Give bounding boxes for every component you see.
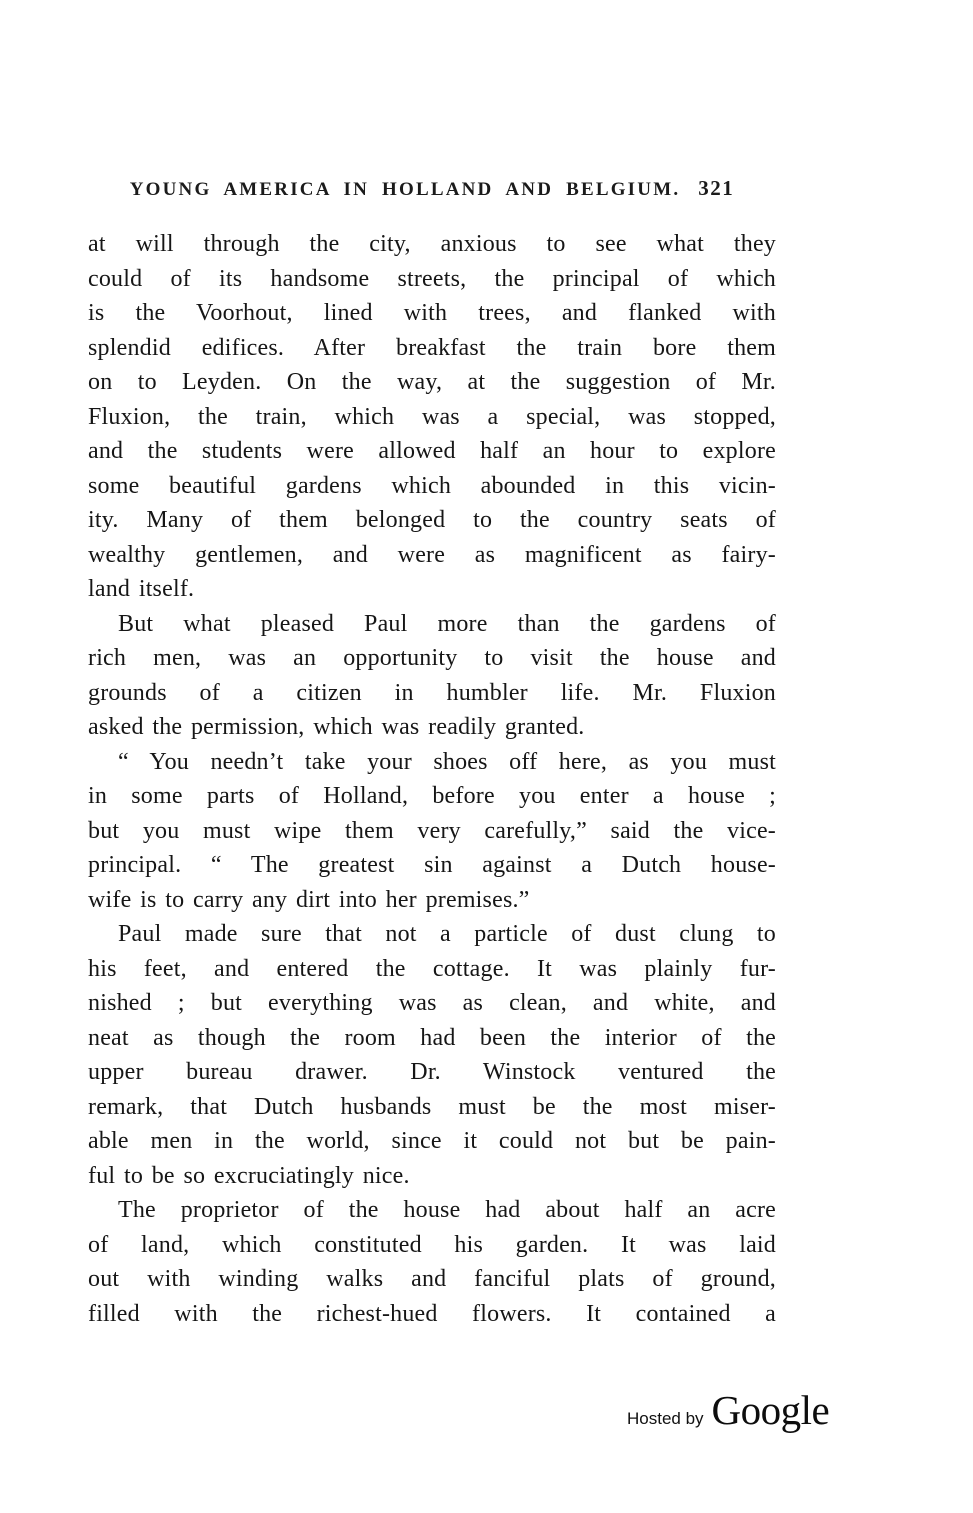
text-line: principal. “ The greatest sin against a Dutch house-	[88, 852, 776, 878]
text-line: and the students were allowed half an hour to explore	[88, 438, 776, 464]
text-line: “ You needn’t take your shoes off here, as you must	[118, 748, 776, 775]
text-line: neat as though the room had been the interior of the	[88, 1024, 776, 1051]
text-line: but you must wipe them very carefully,” said the vice-	[88, 817, 776, 844]
text-line: ful to be so excruciatingly nice.	[88, 1162, 410, 1189]
text-line: able men in the world, since it could not but be pain-	[88, 1128, 776, 1154]
text-line: Fluxion, the train, which was a special, was stopped,	[88, 403, 776, 430]
footer-credit	[627, 1386, 829, 1434]
text-line: remark, that Dutch husbands must be the most miser-	[88, 1093, 776, 1120]
text-line: at will through the city, anxious to see what they	[88, 231, 776, 257]
text-line: wealthy gentlemen, and were as magnificent as fairy-	[88, 541, 776, 568]
text-line: nished ; but everything was as clean, and white, and	[88, 990, 776, 1016]
text-line: But what pleased Paul more than the gardens of	[118, 610, 776, 637]
text-line: could of its handsome streets, the principal of which	[88, 265, 776, 292]
text-line: splendid edifices. After breakfast the train bore them	[88, 334, 776, 361]
text-line: filled with the richest-hued flowers. It contained a	[88, 1300, 776, 1327]
page-number: 321	[698, 176, 735, 200]
text-line: land itself.	[88, 576, 195, 602]
text-line: grounds of a citizen in humbler life. Mr. Fluxion	[88, 679, 776, 706]
hosted-by-label: Hosted by	[627, 1409, 704, 1428]
text-line: The proprietor of the house had about half an acre	[118, 1197, 776, 1223]
running-head-title: YOUNG AMERICA IN HOLLAND AND BELGIUM.	[129, 179, 681, 200]
text-line: his feet, and entered the cottage. It was plainly fur-	[88, 955, 776, 982]
running-head	[88, 176, 776, 201]
text-line: Paul made sure that not a particle of dust clung to	[118, 921, 776, 947]
text-line: ity. Many of them belonged to the country seats of	[88, 507, 776, 533]
text-line: some beautiful gardens which abounded in this vicin-	[88, 472, 776, 499]
text-line: wife is to carry any dirt into her premises.”	[88, 886, 530, 913]
text-line: rich men, was an opportunity to visit the house and	[88, 645, 776, 671]
text-line: out with winding walks and fanciful plats of ground,	[88, 1266, 776, 1292]
text-line: on to Leyden. On the way, at the suggestion of Mr.	[88, 369, 776, 395]
google-logo: Google	[711, 1387, 830, 1433]
text-line: is the Voorhout, lined with trees, and flanked with	[88, 300, 776, 326]
text-line: upper bureau drawer. Dr. Winstock ventured the	[88, 1059, 776, 1085]
text-column	[88, 176, 776, 1331]
page-body	[88, 227, 776, 1331]
text-line: of land, which constituted his garden. It was laid	[88, 1231, 776, 1258]
text-line: asked the permission, which was readily granted.	[88, 714, 585, 740]
text-line: in some parts of Holland, before you enter a house ;	[88, 783, 776, 809]
